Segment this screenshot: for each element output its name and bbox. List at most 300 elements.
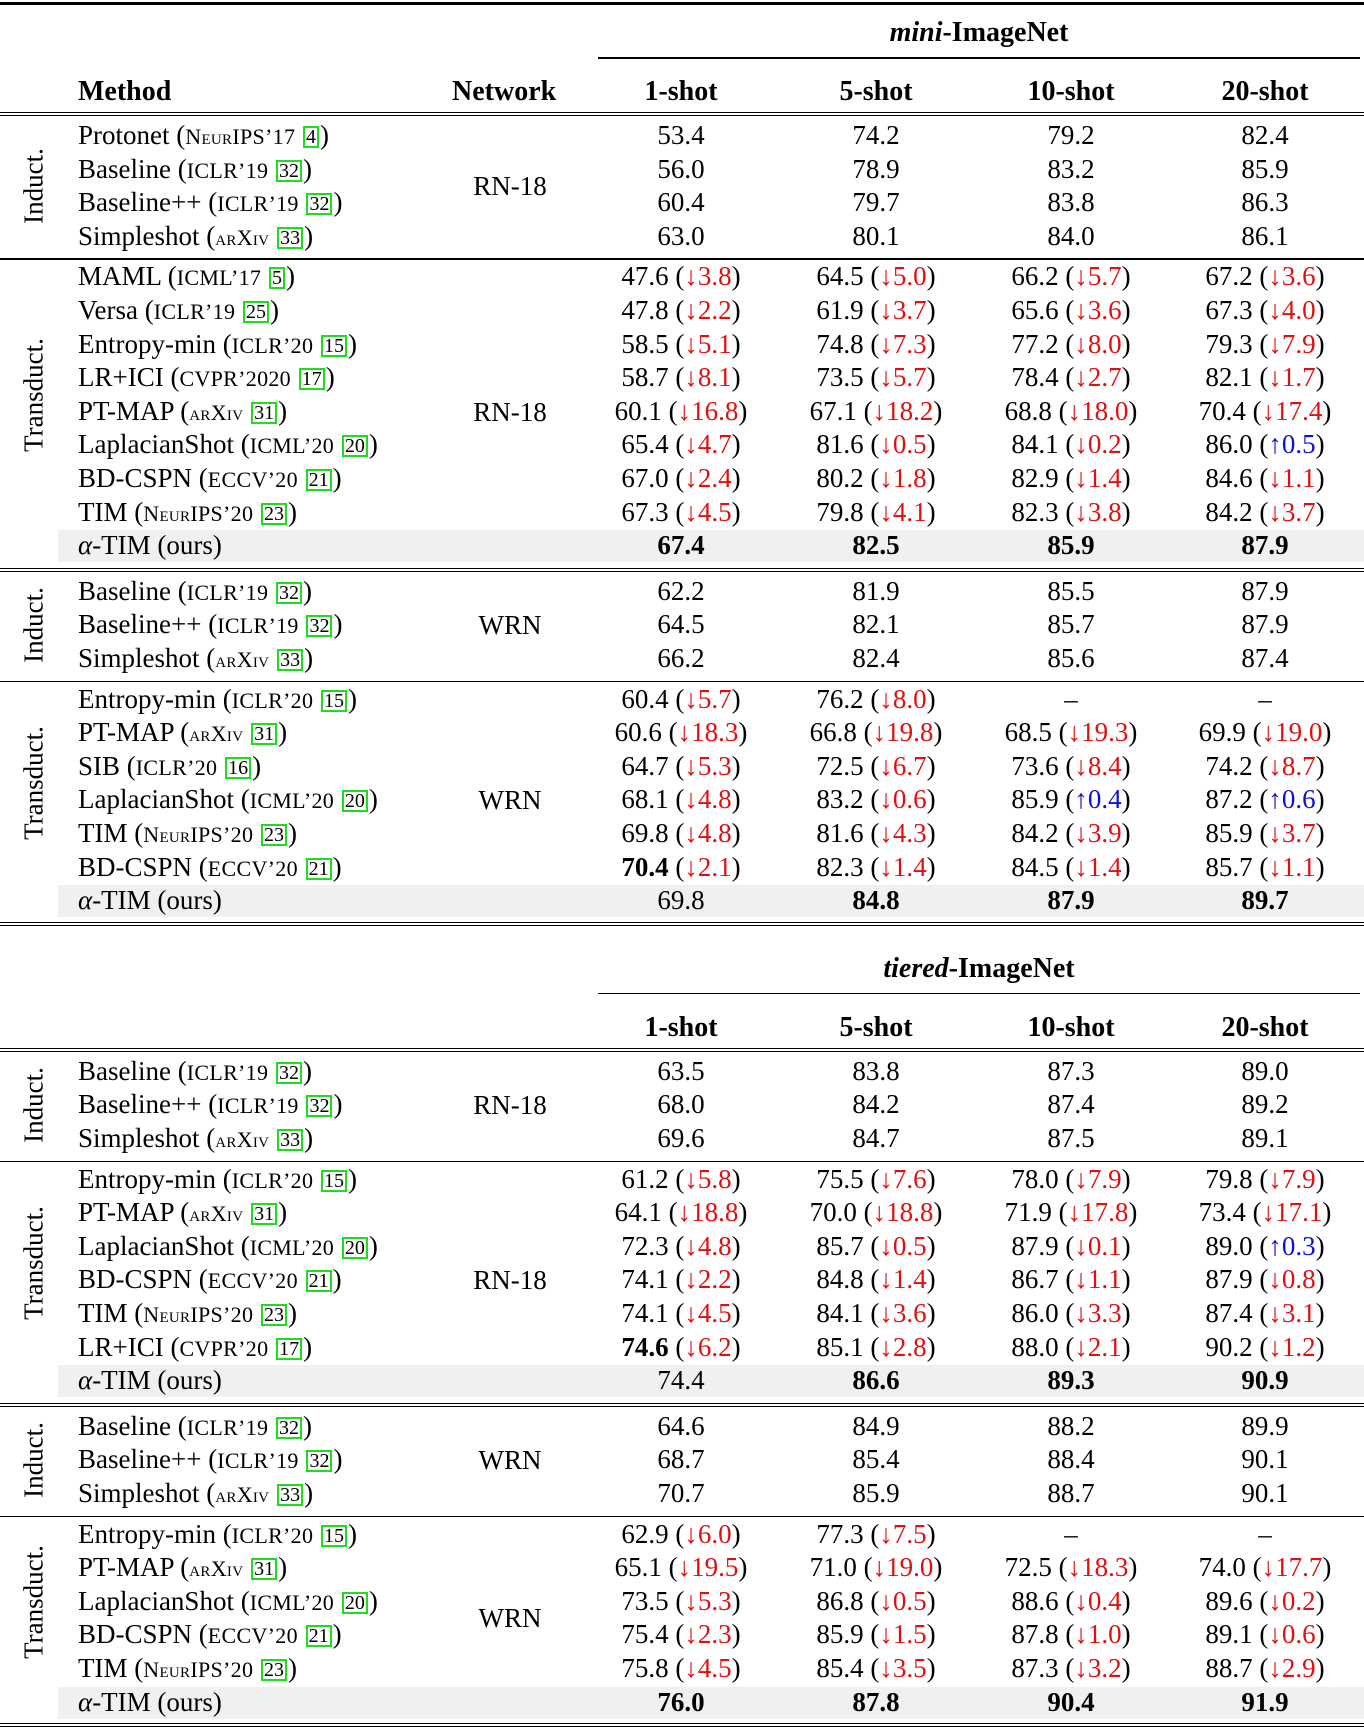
value-cell: 79.3 (↓7.9) (1205, 328, 1325, 359)
value-cell: 84.1 (↓0.2) (1011, 429, 1131, 460)
value: 74.1 (621, 1298, 669, 1328)
delta-value: 4.8 (697, 1230, 732, 1261)
value: 74.0 (1198, 1552, 1246, 1583)
delta-value: 0.4 (1087, 1585, 1122, 1616)
arrow-down-icon: ↓ (684, 295, 698, 325)
venue-label: arXiv (215, 647, 270, 672)
header-10-shot: 10-shot (1027, 1011, 1115, 1043)
value: 68.1 (621, 784, 669, 815)
group-label (14, 575, 54, 676)
value-cell: 66.2 (↓5.7) (1011, 261, 1131, 292)
value: – (1064, 1518, 1078, 1549)
value: 69.9 (1198, 717, 1246, 748)
value: 87.5 (1047, 1123, 1095, 1153)
arrow-down-icon: ↓ (684, 463, 698, 493)
citation-link[interactable]: 23 (261, 1659, 287, 1681)
value: 84.9 (852, 1410, 900, 1441)
delta-value: 1.1 (1281, 851, 1316, 882)
delta-value: 0.5 (892, 1230, 927, 1261)
value: 62.9 (621, 1518, 669, 1549)
value: – (1258, 683, 1272, 714)
value-cell (581, 1055, 781, 1088)
value: 85.4 (852, 1444, 900, 1475)
value: 89.3 (1047, 1365, 1095, 1396)
venue-label: arXiv (189, 1201, 244, 1227)
value: 85.6 (1047, 643, 1095, 673)
value-cell: 60.1 (↓16.8) (614, 395, 748, 426)
value: 87.3 (1047, 1055, 1095, 1086)
value-cell: 86.7 (↓1.1) (1011, 1264, 1131, 1295)
citation-link[interactable]: 21 (306, 858, 332, 880)
value-cell (776, 1122, 976, 1155)
venue-label: ICLR’20 (135, 754, 218, 780)
delta-value: 7.3 (892, 328, 927, 359)
method-label: BD-CSPN (78, 1264, 193, 1295)
delta-value: 0.1 (1087, 1230, 1122, 1261)
citation-link[interactable]: 23 (261, 503, 287, 525)
value: 76.0 (657, 1686, 705, 1717)
citation-link[interactable]: 23 (261, 824, 287, 846)
arrow-down-icon: ↓ (684, 784, 698, 815)
value: 91.9 (1241, 1686, 1289, 1717)
venue-label: ICLR’19 (217, 191, 299, 217)
group-label-text: Transduct. (18, 337, 49, 452)
group-label (14, 1410, 54, 1511)
citation-link[interactable]: 20 (342, 790, 368, 812)
delta-value: 7.5 (892, 1518, 927, 1549)
value: 74.2 (852, 120, 900, 150)
delta-value: 19.0 (886, 1552, 934, 1583)
arrow-down-icon: ↓ (684, 261, 698, 292)
value-cell: 78.4 (↓2.7) (1011, 362, 1131, 393)
arrow-down-icon: ↓ (684, 1585, 698, 1616)
value: 84.7 (852, 1123, 900, 1153)
method-name: LaplacianShot (ICML’20 20 ) (78, 429, 378, 460)
value-cell-ours (1165, 1364, 1364, 1397)
citation-link[interactable]: 20 (342, 435, 368, 457)
value: 70.7 (657, 1478, 705, 1508)
value: 63.0 (657, 220, 705, 251)
citation-link[interactable]: 15 (321, 690, 347, 712)
arrow-down-icon: ↓ (1268, 1264, 1282, 1295)
arrow-down-icon: ↓ (879, 1298, 893, 1328)
value: 68.5 (1004, 717, 1052, 748)
arrow-down-icon: ↓ (1268, 750, 1282, 781)
value: 73.5 (816, 362, 864, 393)
method-name: SIB (ICLR’20 16 ) (78, 750, 262, 781)
citation-link[interactable]: 21 (306, 1625, 332, 1647)
venue-label: ICLR’20 (231, 1167, 314, 1193)
delta-value: 17.8 (1081, 1197, 1129, 1228)
delta-value: 2.1 (1087, 1331, 1122, 1362)
method-label: PT-MAP (78, 395, 174, 426)
value-cell (1165, 153, 1364, 186)
value: 62.2 (657, 575, 705, 606)
method-name: Baseline++ (ICLR’19 32 ) (78, 1089, 343, 1120)
value-cell (776, 1410, 976, 1443)
citation-link[interactable]: 32 (276, 1417, 302, 1439)
arrow-down-icon: ↓ (1268, 261, 1282, 292)
value: 69.8 (621, 818, 669, 848)
value: 60.4 (621, 683, 669, 714)
delta-value: 1.5 (892, 1619, 927, 1650)
venue-label: arXiv (215, 1127, 270, 1152)
delta-value: 1.0 (1087, 1619, 1122, 1650)
value-cell (581, 119, 781, 152)
arrow-up-icon: ↑ (1268, 784, 1282, 815)
value: 85.9 (1205, 818, 1253, 848)
value: 90.1 (1241, 1444, 1289, 1475)
citation-link[interactable]: 33 (277, 649, 303, 671)
citation-link[interactable]: 25 (243, 301, 269, 323)
arrow-down-icon: ↓ (684, 683, 698, 714)
value-cell (971, 683, 1171, 716)
value: 74.4 (657, 1365, 705, 1396)
citation-link[interactable]: 33 (277, 227, 303, 249)
delta-value: 17.7 (1275, 1552, 1323, 1583)
value-cell (581, 1088, 781, 1121)
method-label: BD-CSPN (78, 851, 193, 882)
value: 60.4 (657, 187, 705, 218)
value-cell (1165, 1122, 1364, 1155)
arrow-down-icon: ↓ (1268, 1653, 1282, 1683)
value: 66.2 (657, 643, 705, 673)
value: 71.0 (809, 1552, 857, 1583)
value-cell: 79.8 (↓7.9) (1205, 1163, 1325, 1194)
method-name: LR+ICI (CVPR’20 17 ) (78, 1331, 313, 1362)
delta-value: 19.0 (1275, 717, 1323, 748)
arrow-down-icon: ↓ (879, 1585, 893, 1616)
citation-link[interactable]: 32 (306, 193, 332, 215)
value: 76.2 (816, 683, 864, 714)
header-network: Network (452, 76, 557, 107)
value-cell-ours (1165, 529, 1364, 562)
delta-value: 3.5 (892, 1653, 927, 1683)
value: 69.8 (657, 885, 705, 916)
citation-link[interactable]: 31 (251, 1203, 277, 1225)
value-cell: 88.7 (↓2.9) (1205, 1653, 1325, 1683)
arrow-down-icon: ↓ (879, 818, 893, 848)
arrow-down-icon: ↓ (1268, 818, 1282, 848)
citation-link[interactable]: 31 (251, 402, 277, 424)
arrow-up-icon: ↑ (1074, 784, 1088, 815)
value: 87.4 (1047, 1089, 1095, 1120)
value-cell: 84.8 (↓1.4) (816, 1264, 936, 1295)
venue-label: ICML’17 (176, 265, 262, 291)
method-label: Simpleshot (78, 1123, 200, 1153)
venue-label: ECCV’20 (207, 1268, 298, 1294)
table-rule (0, 112, 1364, 116)
value: 79.2 (1047, 120, 1095, 150)
alpha-symbol: α (78, 1686, 93, 1717)
value-cell (581, 1477, 781, 1510)
method-name: TIM (NeurIPS’20 23 ) (78, 818, 298, 848)
value: 78.0 (1011, 1163, 1059, 1194)
value-cell: 89.0 (↑0.3) (1205, 1230, 1325, 1261)
header-5-shot: 5-shot (839, 76, 913, 107)
delta-value: 1.2 (1281, 1331, 1316, 1362)
citation-link[interactable]: 20 (342, 1592, 368, 1614)
value-cell (1165, 1518, 1364, 1551)
value: 89.6 (1205, 1585, 1253, 1616)
value-cell: 85.4 (↓3.5) (816, 1653, 936, 1683)
citation-link[interactable]: 15 (321, 1525, 347, 1547)
citation-link[interactable]: 32 (276, 1062, 302, 1084)
method-name-ours (78, 1686, 222, 1719)
value: 78.9 (852, 153, 900, 184)
citation-link[interactable]: 32 (306, 1450, 332, 1472)
method-name: Versa (ICLR’19 25 ) (78, 295, 280, 325)
arrow-down-icon: ↓ (872, 1552, 887, 1583)
value: 85.9 (1241, 153, 1289, 184)
arrow-down-icon: ↓ (1074, 818, 1088, 848)
arrow-down-icon: ↓ (879, 362, 893, 393)
delta-value: 3.8 (697, 261, 732, 292)
method-label: LaplacianShot (78, 429, 234, 460)
value: 87.8 (852, 1686, 900, 1717)
delta-value: 19.8 (886, 717, 934, 748)
value: 87.9 (1205, 1264, 1253, 1295)
delta-value: 5.8 (697, 1163, 732, 1194)
header-1-shot: 1-shot (644, 76, 718, 107)
value-cell: 74.1 (↓4.5) (621, 1298, 741, 1328)
delta-value: 0.3 (1281, 1230, 1316, 1261)
value: 79.3 (1205, 328, 1253, 359)
method-name: LaplacianShot (ICML’20 20 ) (78, 1230, 378, 1261)
delta-value: 4.3 (892, 818, 927, 848)
value-cell (581, 642, 781, 675)
delta-value: 8.0 (892, 683, 927, 714)
arrow-down-icon: ↓ (1261, 1552, 1276, 1583)
value: 82.4 (852, 643, 900, 673)
value-cell: 74.2 (↓8.7) (1205, 750, 1325, 781)
method-label: Simpleshot (78, 1478, 200, 1508)
venue-label: arXiv (215, 1482, 270, 1507)
delta-value: 3.7 (1281, 496, 1316, 527)
method-name: TIM (NeurIPS’20 23 ) (78, 496, 298, 527)
citation-link[interactable]: 32 (306, 1095, 332, 1117)
value: 90.9 (1241, 1365, 1289, 1396)
method-name: LaplacianShot (ICML’20 20 ) (78, 784, 378, 815)
arrow-down-icon: ↓ (677, 717, 692, 748)
citation-link[interactable]: 17 (299, 368, 325, 390)
value-cell (971, 153, 1171, 186)
arrow-down-icon: ↓ (1268, 463, 1282, 493)
delta-value: 4.5 (697, 1298, 732, 1328)
citation-link[interactable]: 33 (277, 1484, 303, 1506)
value-cell: 61.9 (↓3.7) (816, 295, 936, 325)
delta-value: 4.0 (1281, 295, 1316, 325)
arrow-down-icon: ↓ (1074, 463, 1088, 493)
value-cell (1165, 1055, 1364, 1088)
value: 80.2 (816, 463, 864, 493)
delta-value: 3.6 (1281, 261, 1316, 292)
value-cell: 86.8 (↓0.5) (816, 1585, 936, 1616)
value-cell-ours (776, 1686, 976, 1719)
value: 84.2 (1011, 818, 1059, 848)
venue-label: ICLR’19 (217, 1448, 299, 1474)
delta-value: 5.7 (892, 362, 927, 393)
method-label: -TIM (ours) (92, 530, 222, 561)
delta-value: 3.6 (892, 1298, 927, 1328)
group-label-text: Induct. (18, 1067, 49, 1144)
arrow-down-icon: ↓ (1074, 328, 1088, 359)
value-cell: 85.9 (↑0.4) (1011, 784, 1131, 815)
value-cell (1165, 1410, 1364, 1443)
value: – (1064, 683, 1078, 714)
value-cell: 58.5 (↓5.1) (621, 328, 741, 359)
value: 85.9 (816, 1619, 864, 1650)
delta-value: 2.2 (697, 1264, 732, 1295)
method-label: -TIM (ours) (92, 885, 222, 916)
delta-value: 3.6 (1087, 295, 1122, 325)
value-cell (971, 119, 1171, 152)
value-cell (776, 642, 976, 675)
value: 84.1 (1011, 429, 1059, 460)
value-cell: 88.6 (↓0.4) (1011, 1585, 1131, 1616)
value: 70.0 (809, 1197, 857, 1228)
method-label: SIB (78, 750, 121, 781)
value: 86.1 (1241, 220, 1289, 251)
value-cell: 84.5 (↓1.4) (1011, 851, 1131, 882)
value-cell: 65.4 (↓4.7) (621, 429, 741, 460)
method-name: Baseline (ICLR’19 32 ) (78, 153, 313, 184)
delta-value: 5.1 (697, 328, 732, 359)
value: 82.1 (852, 609, 900, 640)
arrow-down-icon: ↓ (1268, 1298, 1282, 1328)
citation-link[interactable]: 32 (276, 160, 302, 182)
value-cell: 82.3 (↓3.8) (1011, 496, 1131, 527)
citation-link[interactable]: 23 (261, 1304, 287, 1326)
arrow-down-icon: ↓ (879, 1518, 893, 1549)
value: 89.1 (1205, 1619, 1253, 1650)
value-cell-ours (971, 1686, 1171, 1719)
value-cell: 85.9 (↓1.5) (816, 1619, 936, 1650)
value-cell (1165, 575, 1364, 608)
arrow-down-icon: ↓ (1268, 295, 1282, 325)
value: 88.0 (1011, 1331, 1059, 1362)
value: 89.1 (1241, 1123, 1289, 1153)
delta-value: 5.7 (697, 683, 732, 714)
value: 58.5 (621, 328, 669, 359)
network-label: RN-18 (473, 1090, 547, 1121)
citation-link[interactable]: 15 (321, 1170, 347, 1192)
arrow-down-icon: ↓ (684, 496, 698, 527)
value: 87.9 (1241, 609, 1289, 640)
method-label: PT-MAP (78, 717, 174, 748)
method-label: PT-MAP (78, 1552, 174, 1583)
delta-value: 4.5 (697, 1653, 732, 1683)
value-cell (971, 1443, 1171, 1476)
dataset-name-rest: -ImageNet (942, 17, 1069, 48)
value-cell: 73.6 (↓8.4) (1011, 750, 1131, 781)
alpha-symbol: α (78, 885, 93, 916)
value: 87.2 (1205, 784, 1253, 815)
value-cell (971, 220, 1171, 253)
arrow-up-icon: ↑ (1268, 1230, 1282, 1261)
citation-link[interactable]: 20 (342, 1237, 368, 1259)
method-name: PT-MAP (arXiv 31 ) (78, 1197, 288, 1228)
citation-link[interactable]: 31 (251, 723, 277, 745)
citation-link[interactable]: 16 (225, 757, 251, 779)
citation-link[interactable]: 15 (321, 335, 347, 357)
value-cell: 87.8 (↓1.0) (1011, 1619, 1131, 1650)
value: 83.2 (816, 784, 864, 815)
value: 81.9 (852, 575, 900, 606)
value-cell: 85.1 (↓2.8) (816, 1331, 936, 1362)
value: 89.7 (1241, 885, 1289, 916)
value: 77.2 (1011, 328, 1059, 359)
citation-link[interactable]: 32 (306, 615, 332, 637)
value-cell (971, 608, 1171, 641)
value: 74.1 (621, 1264, 669, 1295)
method-name: Entropy-min (ICLR’20 15 ) (78, 1518, 358, 1549)
delta-value: 2.7 (1087, 362, 1122, 393)
value-cell (1165, 1443, 1364, 1476)
value: 65.6 (1011, 295, 1059, 325)
arrow-down-icon: ↓ (879, 295, 893, 325)
value-cell-ours (581, 884, 781, 917)
arrow-down-icon: ↓ (684, 1264, 698, 1295)
arrow-down-icon: ↓ (1268, 1585, 1282, 1616)
venue-label: CVPR’2020 (179, 366, 291, 392)
citation-link[interactable]: 21 (306, 469, 332, 491)
citation-link[interactable]: 17 (276, 1338, 302, 1360)
value: 69.6 (657, 1123, 705, 1153)
value: 72.5 (1004, 1552, 1052, 1583)
value-cell: 74.8 (↓7.3) (816, 328, 936, 359)
method-label: Protonet (78, 120, 170, 150)
citation-link[interactable]: 21 (306, 1270, 332, 1292)
citation-link[interactable]: 4 (303, 126, 319, 148)
method-label: TIM (78, 1653, 128, 1683)
citation-link[interactable]: 32 (276, 582, 302, 604)
arrow-down-icon: ↓ (872, 1197, 887, 1228)
venue-label: NeurIPS’20 (143, 1302, 254, 1327)
arrow-down-icon: ↓ (1261, 717, 1276, 748)
value: 86.3 (1241, 187, 1289, 218)
value: 87.4 (1241, 643, 1289, 673)
venue-label: ICLR’19 (186, 1059, 269, 1085)
method-label: Baseline (78, 575, 171, 606)
venue-label: ICLR’19 (186, 157, 269, 183)
value-cell: 84.6 (↓1.1) (1205, 463, 1325, 493)
citation-link[interactable]: 5 (269, 267, 285, 289)
value: 85.9 (1047, 530, 1095, 561)
delta-value: 0.6 (892, 784, 927, 815)
arrow-down-icon: ↓ (684, 429, 698, 460)
arrow-down-icon: ↓ (1074, 429, 1088, 460)
header-20-shot: 20-shot (1221, 1011, 1309, 1043)
value-cell: 72.3 (↓4.8) (621, 1230, 741, 1261)
method-label: Simpleshot (78, 220, 200, 251)
value-cell: 87.2 (↑0.6) (1205, 784, 1325, 815)
value-cell: 61.2 (↓5.8) (621, 1163, 741, 1194)
venue-label: NeurIPS’17 (185, 124, 296, 149)
citation-link[interactable]: 31 (251, 1558, 277, 1580)
group-label-text: Induct. (18, 148, 49, 225)
delta-value: 3.8 (1087, 496, 1122, 527)
value: 66.2 (1011, 261, 1059, 292)
citation-link[interactable]: 33 (277, 1129, 303, 1151)
arrow-down-icon: ↓ (879, 261, 893, 292)
venue-label: ICLR’19 (186, 1414, 269, 1440)
delta-value: 1.4 (1087, 851, 1122, 882)
method-name: PT-MAP (arXiv 31 ) (78, 395, 288, 426)
value-cell: 65.1 (↓19.5) (614, 1552, 748, 1583)
value: 85.7 (816, 1230, 864, 1261)
arrow-down-icon: ↓ (1268, 1619, 1282, 1650)
